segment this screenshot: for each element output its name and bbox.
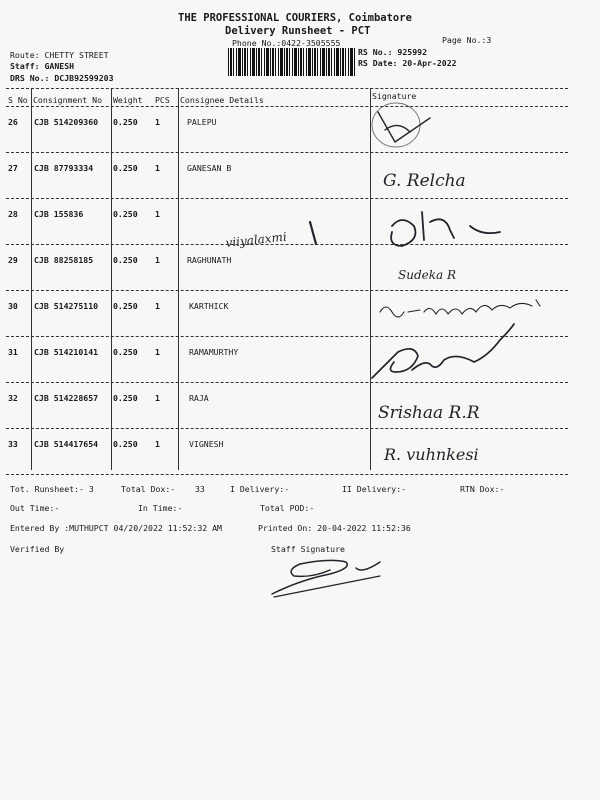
total-pod: Total POD:- [260, 503, 315, 513]
row-consignment: CJB 88258185 [34, 255, 94, 265]
rtn-dox: RTN Dox:- [460, 484, 505, 494]
rs-date: RS Date: 20-Apr-2022 [358, 58, 457, 68]
row-weight: 0.250 [113, 439, 138, 449]
staff-signature-label: Staff Signature [271, 544, 345, 554]
col-header-sno: S No [8, 95, 28, 105]
signature-row-31 [372, 324, 514, 378]
ii-delivery: II Delivery:- [342, 484, 407, 494]
signature-row-30 [380, 300, 540, 317]
i-delivery: I Delivery:- [230, 484, 290, 494]
row-consignment: CJB 514228657 [34, 393, 99, 403]
row-consignment: CJB 514275110 [34, 301, 99, 311]
entered-by: Entered By :MUTHUPCT 04/20/2022 11:52:32 AM [10, 523, 222, 533]
row-consignee: GANESAN B [187, 163, 232, 173]
row-pcs: 1 [155, 439, 160, 449]
row-consignment: CJB 514209360 [34, 117, 99, 127]
col-header-weight: Weight [113, 95, 143, 105]
row-consignee: RAMAMURTHY [189, 347, 239, 357]
col-header-consignee: Consignee Details [180, 95, 264, 105]
row-weight: 0.250 [113, 209, 138, 219]
signature-row-32: Srishaa R.R [378, 403, 480, 423]
col-header-consignment: Consignment No [33, 95, 103, 105]
signature-row-28 [391, 212, 500, 246]
staff-name: Staff: GANESH [10, 61, 75, 71]
signature-row-27: G. Relcha [383, 171, 466, 191]
row-pcs: 1 [155, 209, 160, 219]
company-name: THE PROFESSIONAL COURIERS, Coimbatore [178, 12, 412, 24]
staff-signature-mark [272, 560, 380, 597]
row-sno: 32 [8, 393, 18, 403]
row-pcs: 1 [155, 393, 160, 403]
row-pcs: 1 [155, 301, 160, 311]
printed-on: Printed On: 20-04-2022 11:52:36 [258, 523, 411, 533]
document-title: Delivery Runsheet - PCT [225, 25, 371, 37]
total-runsheet: Tot. Runsheet:- 3 [10, 484, 94, 494]
signature-row-33: R. vuhnkesi [384, 445, 479, 464]
row-weight: 0.250 [113, 117, 138, 127]
row-consignee: KARTHICK [189, 301, 229, 311]
row-weight: 0.250 [113, 393, 138, 403]
row-sno: 31 [8, 347, 18, 357]
row-sno: 28 [8, 209, 18, 219]
row-consignee: VIGNESH [189, 439, 224, 449]
row-consignee: PALEPU [187, 117, 217, 127]
row-consignment: CJB 155836 [34, 209, 84, 219]
row-sno: 26 [8, 117, 18, 127]
drs-number: DRS No.: DCJB92599203 [10, 73, 114, 83]
row-sno: 29 [8, 255, 18, 265]
row-sno: 30 [8, 301, 18, 311]
consignee-handwritten-name: viiyalaxmi [224, 229, 288, 250]
rs-number: RS No.: 925992 [358, 47, 428, 57]
row-consignment: CJB 514417654 [34, 439, 99, 449]
row-consignee: RAGHUNATH [187, 255, 232, 265]
in-time: In Time:- [138, 503, 183, 513]
page-number: Page No.:3 [442, 35, 492, 45]
row-pcs: 1 [155, 163, 160, 173]
row-weight: 0.250 [113, 347, 138, 357]
row-sno: 27 [8, 163, 18, 173]
row-weight: 0.250 [113, 255, 138, 265]
row-pcs: 1 [155, 117, 160, 127]
phone-number: Phone No.:0422-3505555 [232, 38, 341, 48]
row-weight: 0.250 [113, 301, 138, 311]
signature-row-26 [372, 103, 430, 147]
verified-by: Verified By [10, 544, 65, 554]
col-header-pcs: PCS [155, 95, 170, 105]
out-time: Out Time:- [10, 503, 60, 513]
signature-row-29: Sudeka R [398, 268, 457, 282]
row-weight: 0.250 [113, 163, 138, 173]
row-sno: 33 [8, 439, 18, 449]
total-dox-label: Total Dox:- [121, 484, 176, 494]
route: Route: CHETTY STREET [10, 50, 109, 60]
col-header-signature: Signature [372, 91, 417, 101]
row-pcs: 1 [155, 255, 160, 265]
row-consignment: CJB 514210141 [34, 347, 99, 357]
row-consignee: RAJA [189, 393, 209, 403]
total-dox-value: 33 [195, 484, 205, 494]
row-consignment: CJB 87793334 [34, 163, 94, 173]
row-pcs: 1 [155, 347, 160, 357]
